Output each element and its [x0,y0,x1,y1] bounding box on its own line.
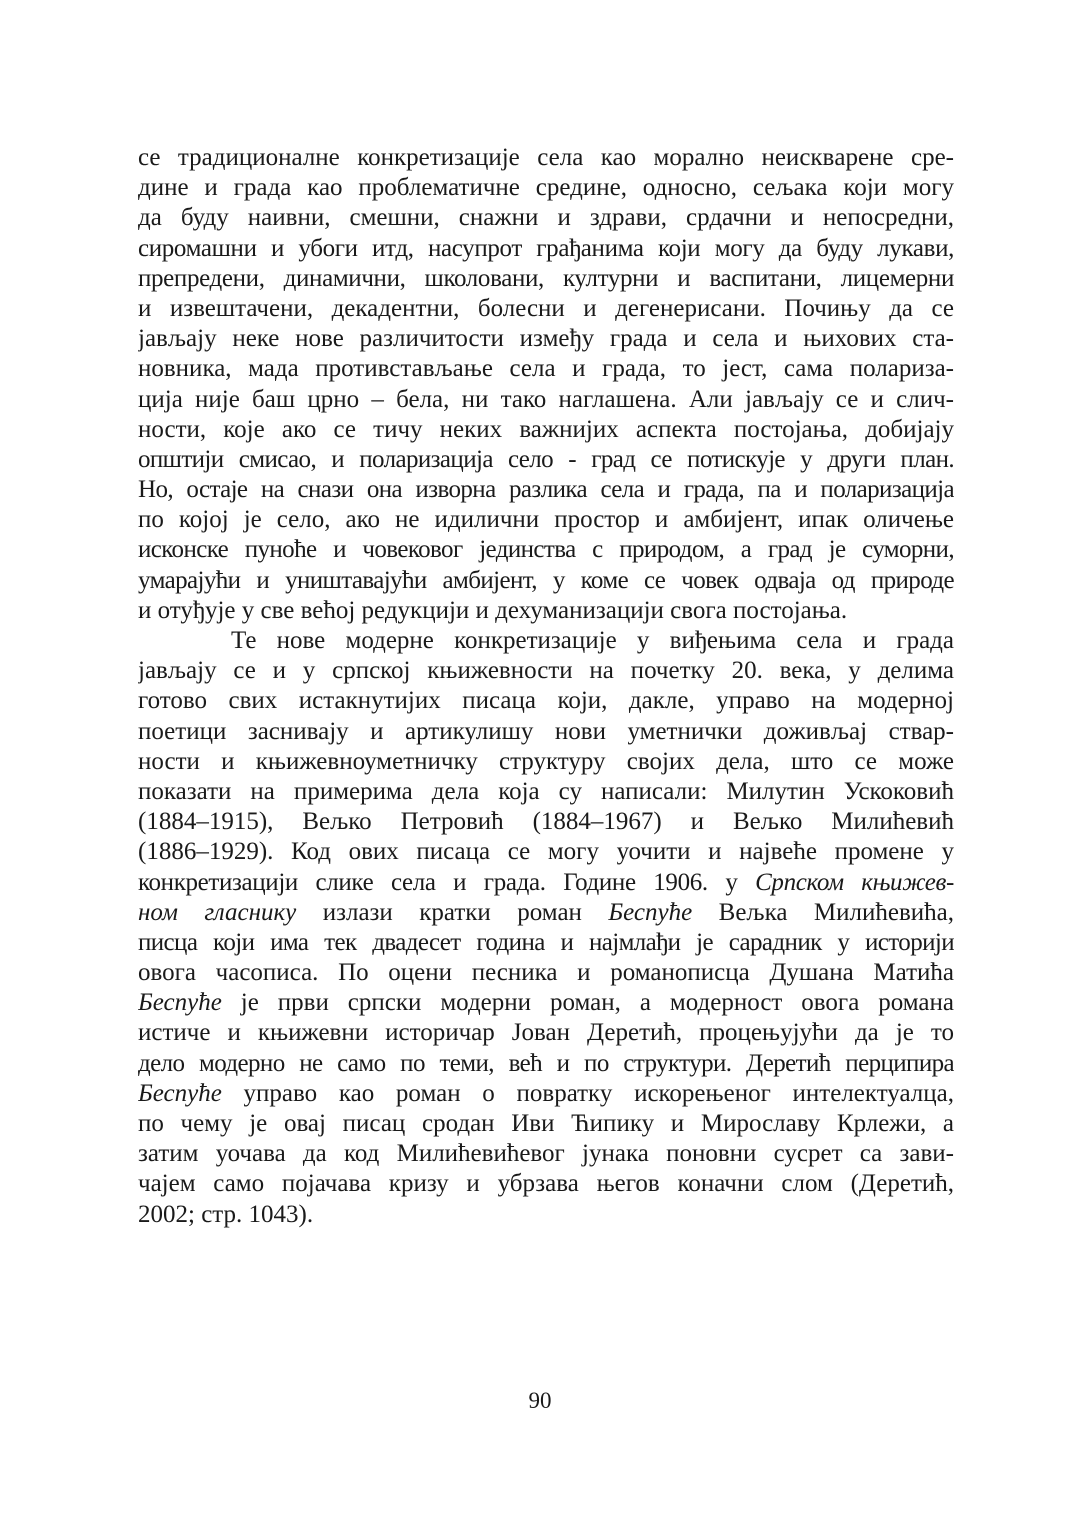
text-run: Вељка Милићевића, [692,898,954,926]
text-run: је први српски модерни роман, а модерност овога романа [221,989,954,1017]
text-line: Но, остаје на снази она изворна разлика села и града, па и поларизација [138,476,954,504]
paragraph-2 [138,626,954,1230]
text-line: исконске пуноће и човековог јединства с природом, а град је суморни, [138,536,954,564]
text-run: управо као роман о повратку искорењеног интелектуалца, [221,1079,954,1107]
text-line: дело модерно не само по теми, већ и по структури. Деретић перципира [138,1049,954,1077]
text-line: дине и града као проблематичне средине, односно, сељака који могу [138,174,954,202]
text-line: писца који има тек двадесет година и најмлађи је сарадник у историји [138,928,954,956]
text-line: по чему је овај писац сродан Иви Ћипику и Мирославу Крлежи, а [138,1110,954,1137]
text-line: се традиционалне конкретизације села као морално неисквaрене сре- [138,144,954,171]
italic-title: ном гласнику [138,898,297,926]
text-line: ција није баш црно – бела, ни тако наглашена. Али јављају се и слич- [138,385,954,413]
text-line: ности, које ако се тичу неких важнијих аспекта постојања, добијају [138,415,954,443]
text-line: умарајући и уништавајући амбијент, у коме се човек одваја од природе [138,566,954,594]
body-text [138,143,954,1230]
text-line [138,868,954,898]
text-line: да буду наивни, смешни, снажни и здрави, срдачни и непосредни, [138,204,954,232]
text-line: (1886–1929). Код ових писаца се могу уочити и највеће промене у [138,838,954,866]
italic-title: Беспуће [138,1079,222,1107]
text-line: и извештачени, декадентни, болесни и дегенерисани. Почињу да се [138,294,954,322]
text-run: конкретизацији слике села и града. Године 1906. у [138,868,756,896]
text-line: новника, мада противстављање села и града, то јест, сама поларизa- [138,355,954,383]
text-line: јављају неке нове различитости између града и села и њихових ста- [138,325,954,353]
text-line [138,988,954,1018]
text-line: ности и књижевноуметничку структуру својих дела, што се може [138,747,954,775]
text-line: затим уочава да код Милићевићевог јунака поновни сусрет са зави- [138,1140,954,1168]
italic-title: Беспуће [608,898,693,926]
text-line [138,1079,954,1109]
text-line: чајем само појачава кризу и убрзава његов коначни слом (Деретић, [138,1170,954,1198]
text-line [138,898,954,928]
italic-title: Српском књижев- [755,868,954,896]
text-line: истиче и књижевни историчар Јован Деретић, процењујући да је то [138,1019,954,1047]
text-line: Те нове модерне конкретизације у виђењима села и града [231,627,954,654]
text-line: и отуђује у све већој редукцији и дехуманизацији свога постојања. [138,596,848,624]
text-run: излази кратки роман [296,898,609,926]
text-line: општији смисао, и поларизација село - град се потискује у други план. [138,445,954,473]
text-line: показати на примерима дела која су написали: Милутин Ускоковић [138,777,954,805]
text-line: јављају се и у српској књижевности на почетку 20. века, у делима [138,657,954,685]
text-line: 2002; стр. 1043). [138,1200,314,1228]
text-line: сиромашни и убоги итд, насупрот грађанима који могу да буду лукави, [138,234,954,262]
text-line: по којој је село, ако не идилични простор и амбијент, ипак оличење [138,506,954,534]
text-line: препредени, динамични, школовани, културни и васпитани, лицемерни [138,264,954,292]
text-line: поетици заснивају и артикулишу нови уметнички доживљај ствар- [138,717,954,745]
text-line: (1884–1915), Вељко Петровић (1884–1967) и Вељко Милићевић [138,808,954,836]
page-number: 90 [528,1388,552,1413]
italic-title: Беспуће [138,989,222,1017]
text-line: овога часописа. По оцени песника и романописца Душана Матића [138,959,954,987]
text-line: готово свих истакнутијих писаца који, дакле, управо на модерној [138,687,954,715]
paragraph-1 [138,143,954,626]
